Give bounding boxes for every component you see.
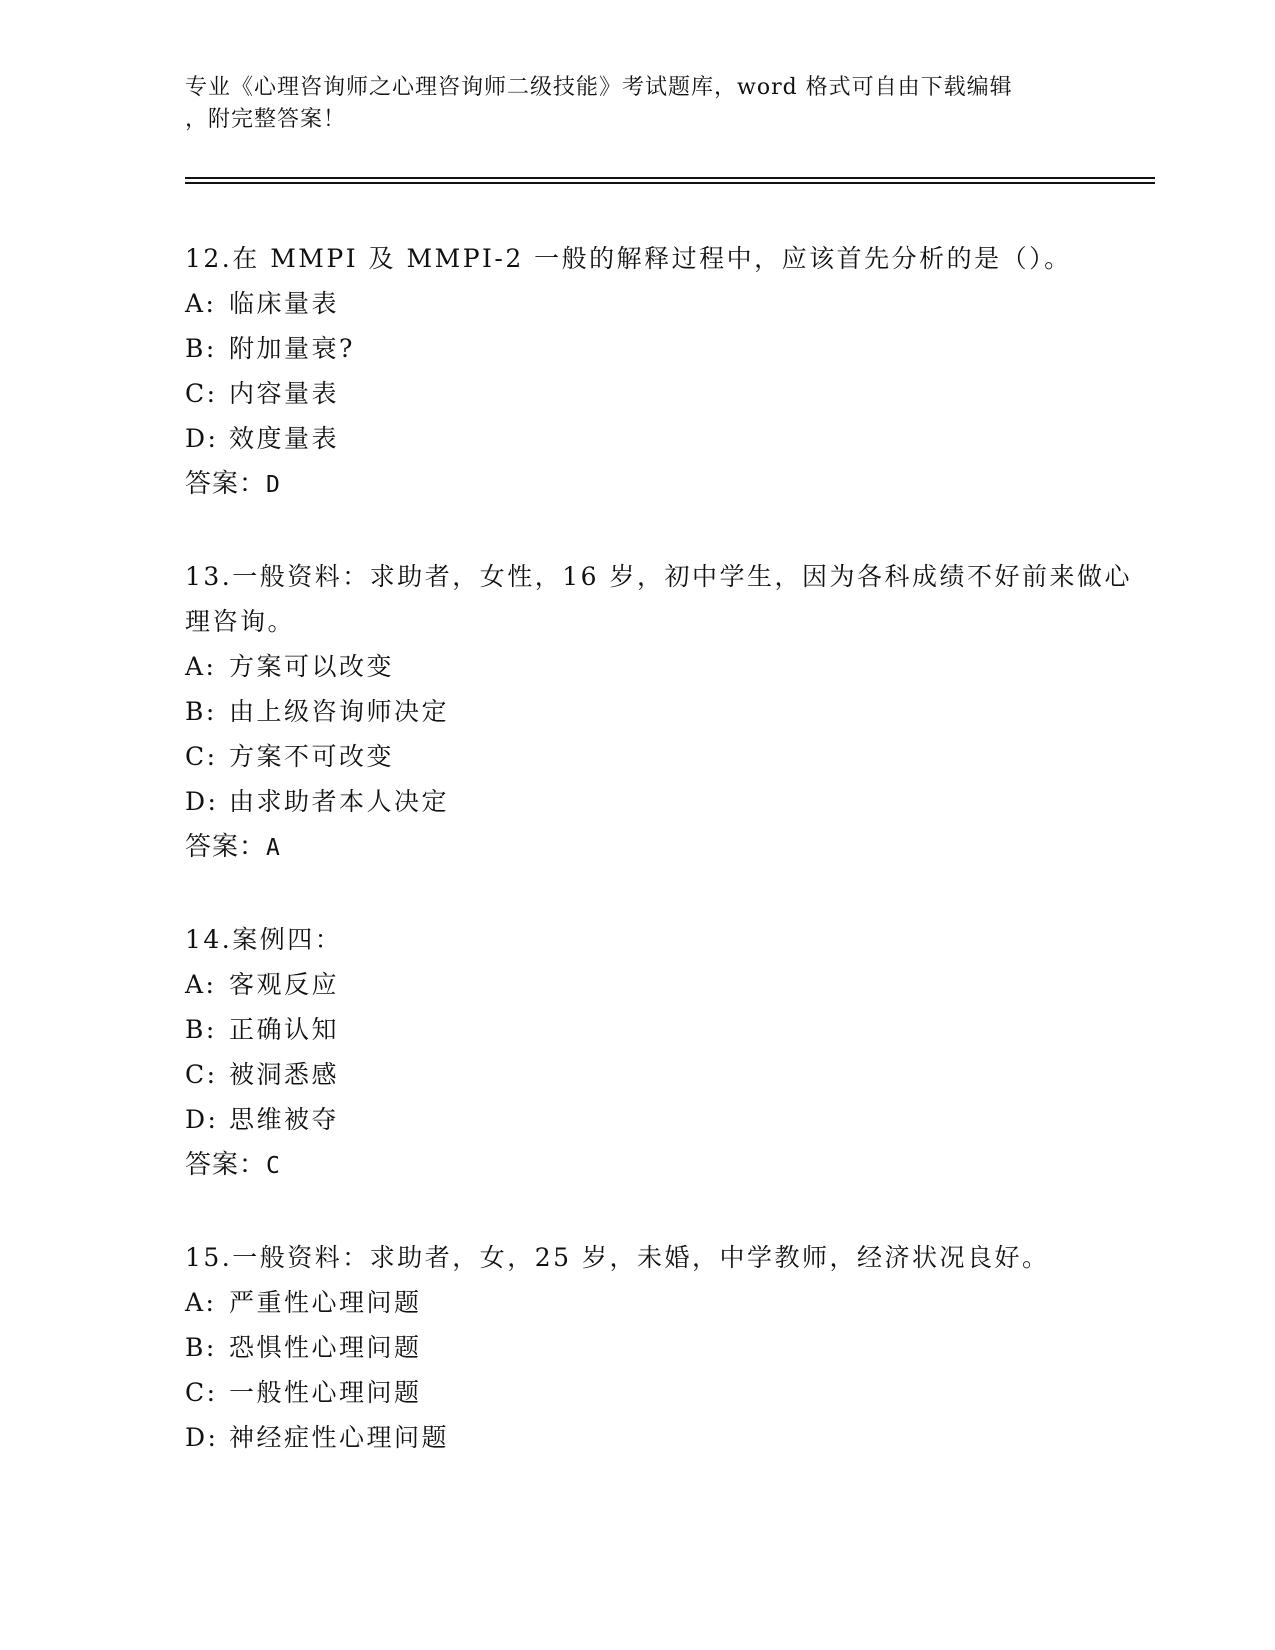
question-list bbox=[185, 236, 1145, 1506]
option-letter: A: bbox=[185, 1288, 217, 1317]
option-letter: B: bbox=[185, 334, 217, 363]
option-b bbox=[185, 1325, 1145, 1370]
option-c bbox=[185, 371, 1145, 416]
option-a bbox=[185, 644, 1145, 689]
option-text: 被洞悉感 bbox=[229, 1060, 340, 1089]
option-letter: B: bbox=[185, 1333, 217, 1362]
answer-label: 答案： bbox=[185, 1150, 267, 1180]
answer-line bbox=[185, 1142, 1145, 1189]
header-divider-bottom bbox=[185, 182, 1155, 184]
answer-label: 答案： bbox=[185, 832, 267, 862]
option-letter: A: bbox=[185, 652, 217, 681]
question-stem: 14.案例四： bbox=[185, 925, 343, 954]
option-text: 附加量衰? bbox=[229, 334, 355, 363]
option-text: 神经症性心理问题 bbox=[229, 1423, 450, 1452]
option-text: 内容量表 bbox=[229, 379, 340, 408]
option-d bbox=[185, 1097, 1145, 1142]
option-letter: D: bbox=[185, 1105, 219, 1134]
question-15 bbox=[185, 1235, 1145, 1460]
question-12 bbox=[185, 236, 1145, 508]
option-a bbox=[185, 962, 1145, 1007]
option-b bbox=[185, 689, 1145, 734]
answer-value: D bbox=[266, 472, 281, 498]
answer-value: A bbox=[266, 835, 281, 861]
option-text: 由求助者本人决定 bbox=[229, 787, 450, 816]
option-c bbox=[185, 1370, 1145, 1415]
question-stem: 12.在 MMPI 及 MMPI-2 一般的解释过程中，应该首先分析的是（）。 bbox=[185, 244, 1072, 273]
option-text: 由上级咨询师决定 bbox=[229, 697, 450, 726]
option-text: 客观反应 bbox=[229, 970, 340, 999]
option-letter: C: bbox=[185, 742, 218, 771]
option-c bbox=[185, 734, 1145, 779]
option-a bbox=[185, 281, 1145, 326]
option-b bbox=[185, 1007, 1145, 1052]
option-letter: C: bbox=[185, 1378, 218, 1407]
question-14 bbox=[185, 917, 1145, 1189]
option-text: 正确认知 bbox=[229, 1015, 340, 1044]
option-text: 恐惧性心理问题 bbox=[229, 1333, 422, 1362]
option-letter: C: bbox=[185, 1060, 218, 1089]
option-letter: A: bbox=[185, 970, 217, 999]
option-text: 效度量表 bbox=[229, 424, 340, 453]
question-stem: 13.一般资料：求助者，女性，16 岁，初中学生，因为各科成绩不好前来做心理咨询。 bbox=[185, 562, 1133, 636]
option-letter: D: bbox=[185, 1423, 219, 1452]
option-letter: B: bbox=[185, 1015, 217, 1044]
answer-line bbox=[185, 824, 1145, 871]
option-text: 一般性心理问题 bbox=[229, 1378, 422, 1407]
option-d bbox=[185, 779, 1145, 824]
question-13 bbox=[185, 554, 1145, 871]
option-letter: B: bbox=[185, 697, 217, 726]
answer-line bbox=[185, 461, 1145, 508]
option-text: 严重性心理问题 bbox=[229, 1288, 422, 1317]
option-d bbox=[185, 416, 1145, 461]
answer-value: C bbox=[266, 1153, 281, 1179]
option-c bbox=[185, 1052, 1145, 1097]
option-d bbox=[185, 1415, 1145, 1460]
option-text: 思维被夺 bbox=[229, 1105, 340, 1134]
option-letter: A: bbox=[185, 289, 217, 318]
option-letter: C: bbox=[185, 379, 218, 408]
header-divider-top bbox=[185, 177, 1155, 179]
option-a bbox=[185, 1280, 1145, 1325]
option-b bbox=[185, 326, 1145, 371]
option-text: 方案不可改变 bbox=[229, 742, 395, 771]
option-letter: D: bbox=[185, 787, 219, 816]
answer-label: 答案： bbox=[185, 469, 267, 499]
option-letter: D: bbox=[185, 424, 219, 453]
document-header: 专业《心理咨询师之心理咨询师二级技能》考试题库，word 格式可自由下载编辑 ，附完整答案！ bbox=[185, 75, 1013, 132]
option-text: 方案可以改变 bbox=[229, 652, 395, 681]
option-text: 临床量表 bbox=[229, 289, 340, 318]
question-stem: 15.一般资料：求助者，女，25 岁，未婚，中学教师，经济状况良好。 bbox=[185, 1243, 1050, 1272]
